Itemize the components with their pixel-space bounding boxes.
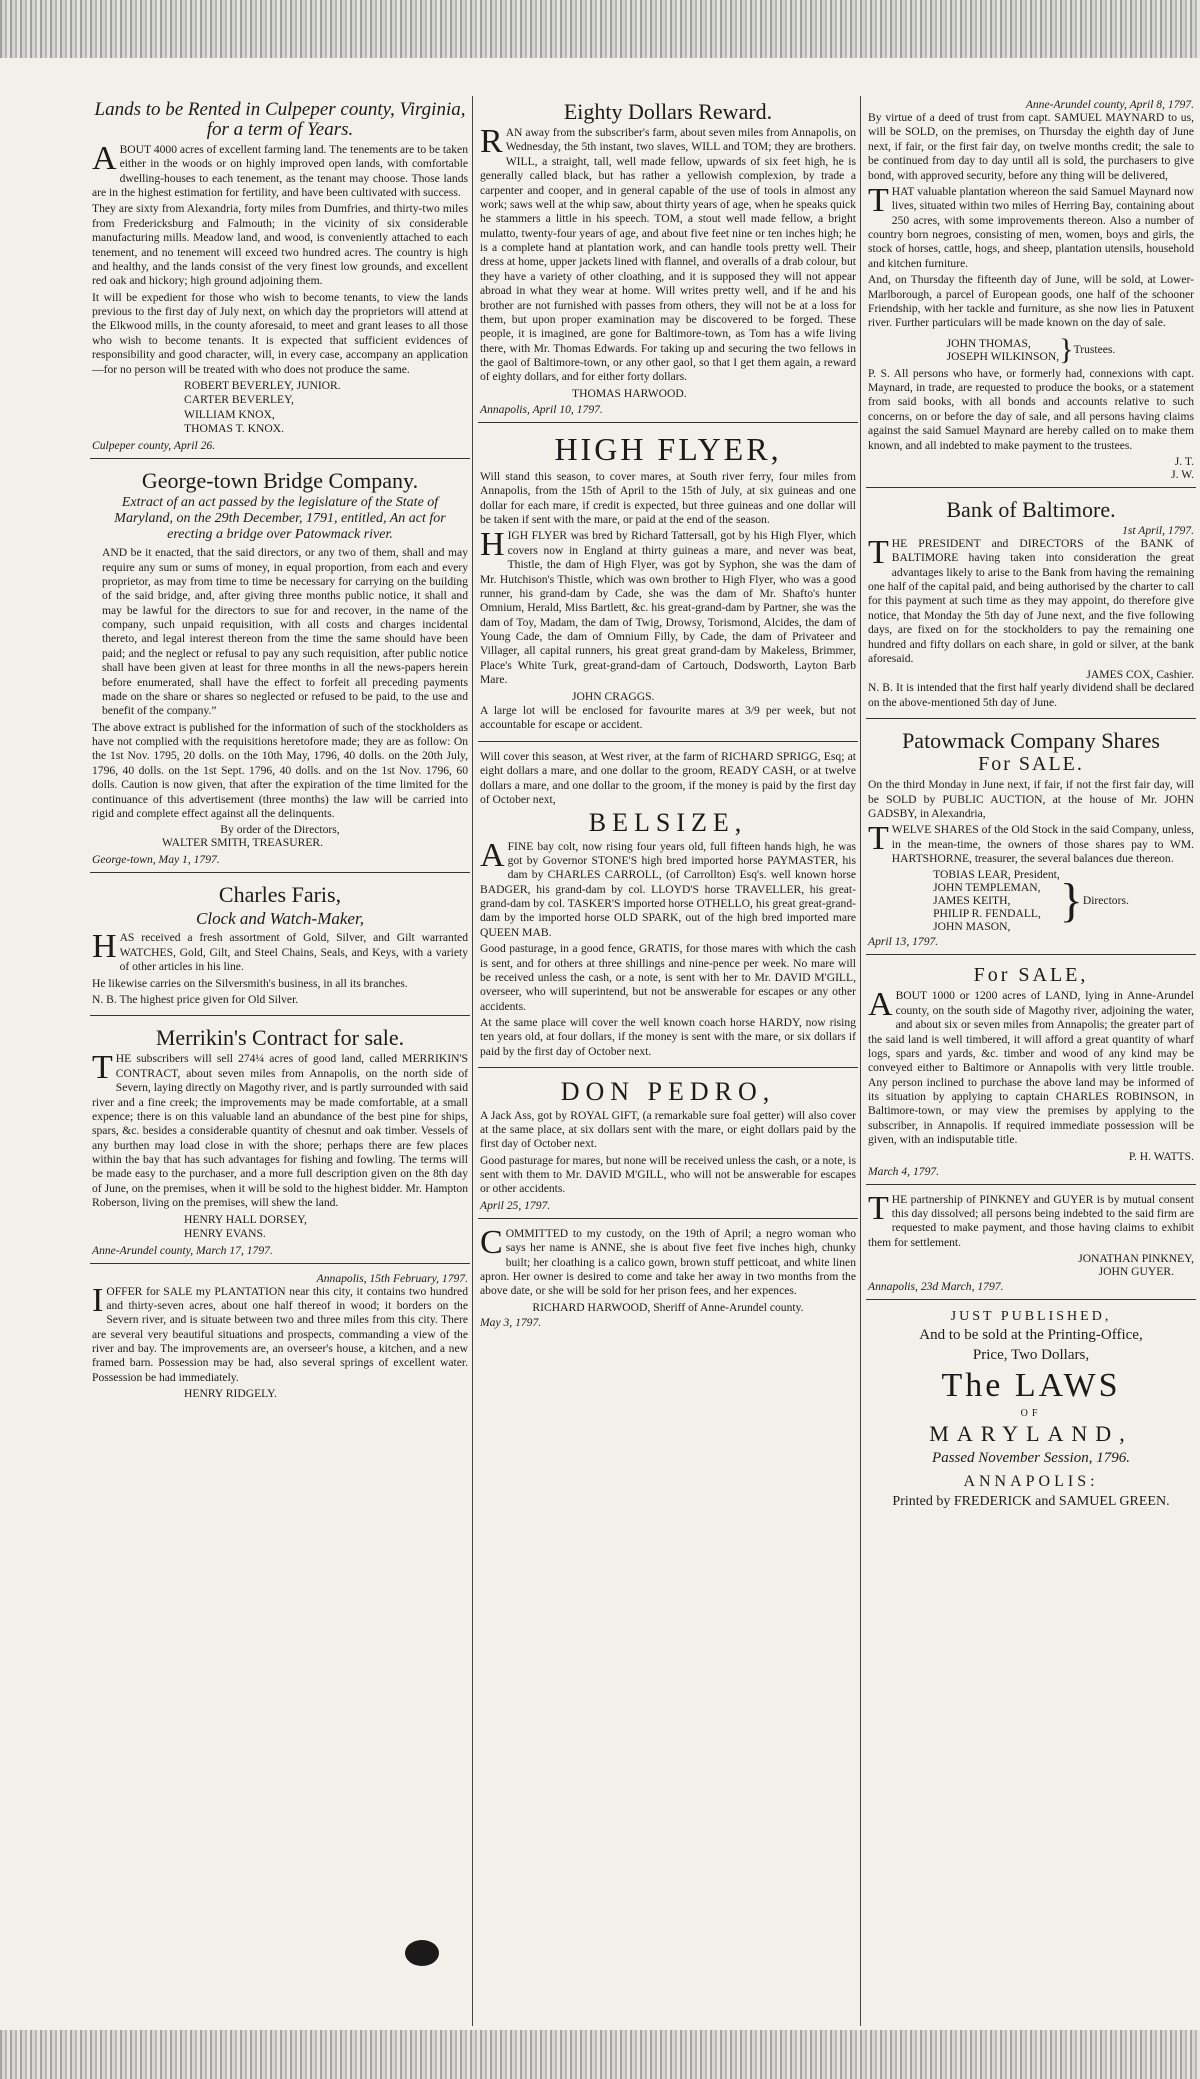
line: MARYLAND, [929,1421,1133,1447]
signer: CARTER BEVERLEY, [184,393,294,407]
signer: HENRY HALL DORSEY, [184,1212,307,1226]
ad-paragraph: Good pasturage for mares, but none will be received unless the cash, or a note, is sent with them to Mr. DAVID M'GILL, who will not be answerable for escapes or other accidents. [480,1153,856,1196]
ad-committed-notice [478,1225,858,1335]
ad-paragraph: THE subscribers will sell 274¼ acres of good land, called MERRIKIN'S CONTRACT, about seven miles from Annapolis, on the north side of Severn, laying directly on Magothy river, and is partly surrounded with said river and a fine creek; the improvements may be made comfortable, at a small expence; there is on this valuable land an abundance of the best pine for ships, spars, &c. besides a considerable quantity of chesnut and oak timber. Vessels of any burthen may load close in with the shore; perhaps there are few places within the bay that has such advantages for fishing and fowling. The terms will be made easy to the purchaser, and a more full description given on the 8th day of June, on the premises, when it will be sold to the highest bidder. Mr. Hampton Roberson, living on the premises, will shew the land. [92,1049,468,1210]
signer: THOMAS HARWOOD. [572,386,687,400]
column-rule-1 [472,96,473,2026]
ad-land-for-sale [866,961,1196,1184]
line: OF [1020,1408,1042,1420]
ad-paragraph: A large lot will be enclosed for favourite mares at 3/9 per week, but not accountable for escape or accident. [480,704,856,732]
ad-title: HIGH FLYER, [554,431,782,468]
ad-dateline: Annapolis, 15th February, 1797. [316,1271,468,1285]
ad-dateline: 1st April, 1797. [1122,523,1194,537]
column-rule-2 [860,96,861,2026]
ad-title: Eighty Dollars Reward. [563,99,773,124]
ad-charles-faris [90,879,470,1017]
ad-paragraph: He likewise carries on the Silversmith's business, in all its branches. [92,976,408,990]
directors-block [868,868,1194,933]
scan-bottom-border [0,2030,1200,2079]
signer: JOHN THOMAS, [946,336,1031,350]
ad-date: Annapolis, 23d March, 1797. [868,1280,1004,1294]
ad-paragraph: THE partnership of PINKNEY and GUYER is by mutual consent this day dissolved; all persons being indebted to the said firm are requested to make payment, and those having claims to exhibit them for settlement. [868,1189,1194,1249]
ad-paragraph: The above extract is published for the information of such of the stockholders as have not complied with the requisitions heretofore made; they are as follow: On the 1st Nov. 1795, 20 dolls. on the 10th May, 1796, 40 dolls. on the 20th July, 1796, 40 dolls. on the 1st Sept. 1796, 40 dolls. and on the 1st Nov. 1796, 60 dolls. Caution is now given, that after the expiration of the time limited for the continuance of this advertisement (three months) the law will be carried into rigid and complete effect against all the delinquents. [92,720,468,820]
ad-subtitle: Clock and Watch-Maker, [196,908,364,928]
ad-date: Anne-Arundel county, March 17, 1797. [92,1243,273,1257]
signer: TOBIAS LEAR, President, [933,868,1060,882]
order-line: By order of the Directors, [220,823,340,837]
line: ANNAPOLIS: [963,1473,1099,1491]
signer: JOHN CRAGGS. [572,689,655,703]
ad-paragraph: Will stand this season, to cover mares, at South river ferry, four miles from Annapolis, from the 15th of April to the 15th of July, at six guineas and one dollar for each mare, if credit is expected, but three guineas and one dollar will be taken if sent with the mare, or paid at the end of the season. [480,469,856,527]
ad-title: For SALE, [973,964,1089,987]
ad-paragraph: IOFFER for SALE my PLANTATION near this city, it contains two hundred and thirty-seven acres, about one half thereof in wood; it borders on the Severn river, and is situate between two and three miles from this city. There are several very beautiful situations and prospects, commanding a view of the river and bay. The improvements are, an overseer's house, a kitchen, and a new framed barn. Possession may be had, also several springs of excellent water. Possession be had immediately. [92,1281,468,1384]
ad-paragraph: They are sixty from Alexandria, forty miles from Dumfries, and thirty-two miles from Fredericksburg and Falmouth; in the vicinity of six considerable manufacturing mills. Meadow land, and wood, is conveniently attached to each tenement, and no tenement will exceed two hundred acres. The country is high and healthy, and the lands consist of the very finest low grounds, and excellent red oak and hickory; high ground adjoining them. [92,202,468,288]
ad-subtitle: Extract of an act passed by the legislature of the State of Maryland, on the 29th December, 1791, entitled, An act for erecting a bridge over Patowmack river. [114,494,446,543]
ad-high-flyer [478,429,858,741]
ad-belsize [478,748,858,1068]
ad-pinkney-guyer [866,1191,1196,1301]
ad-culpeper-lands [90,96,470,459]
ad-paragraph: Good pasturage, in a good fence, GRATIS, for those mares with which the cash is sent, and for others at three shillings and nine-pence per week. No mare will be received unless the cash, or a note, is sent with her to Mr. DAVID M'GILL, overseer, who will superintend, but not be answerable for escapes or any other accidents. [480,942,856,1013]
column-2 [478,96,858,2026]
ad-georgetown-bridge [90,465,470,873]
ad-title: Merrikin's Contract for sale. [155,1025,405,1051]
line: Printed by FREDERICK and SAMUEL GREEN. [892,1494,1170,1510]
initials: J. T. [1174,454,1194,468]
scan-top-border [0,0,1200,58]
ad-paragraph: On the third Monday in June next, if fair, if not the first fair day, will be SOLD by PUBLIC AUCTION, at the house of Mr. JOHN GADSBY, in Alexandria, [868,778,1194,820]
signer: WILLIAM KNOX, [184,407,275,421]
ad-paragraph: AFINE bay colt, now rising four years old, full fifteen hands high, he was got by Governor STONE'S high bred imported horse PAYMASTER, his dam by CHARLES CARROLL, (of Carrollton) Esq's. well known horse BADGER, his grand-dam by col. LLOYD'S horse TRAVELLER, his great-grand-dam by col. TASKER'S imported horse OTHELLO, his great great-grand-dam by the imported horse OLD SPARK, out of the high bred imported mare QUEEN MAB. [480,836,856,939]
signer: HENRY EVANS. [184,1227,266,1241]
ad-don-pedro [478,1074,858,1219]
ad-date: Culpeper county, April 26. [92,438,216,452]
signer: JAMES COX, Cashier. [1086,668,1194,682]
newspaper-page [30,96,1194,2026]
column-1 [90,96,470,2026]
ad-title: BELSIZE, [588,808,748,838]
brace: } [1059,332,1074,366]
role-label: Directors. [1082,894,1129,908]
laws-title: The LAWS [941,1367,1121,1405]
ad-paragraph: At the same place will cover the well known coach horse HARDY, now rising ten years old, at four dollars, if the money is sent with the mare, or six dollars if paid by the first day of October next. [480,1016,856,1058]
signer: JOHN TEMPLEMAN, [933,881,1041,895]
ad-date: March 4, 1797. [868,1164,940,1178]
ad-title: DON PEDRO, [560,1077,776,1107]
signer: THOMAS T. KNOX. [184,422,285,436]
signer: JOHN GUYER. [1098,1265,1174,1279]
signer: JOSEPH WILKINSON, [946,349,1060,363]
ad-paragraph: ABOUT 1000 or 1200 acres of LAND, lying in Anne-Arundel county, on the south side of Magothy river, adjoining the water, and about six or seven miles from Annapolis; the greater part of the said land is well timbered, it will afford a great quantity of wharf logs, spars and yards, &c. timber and wood of any kind may be conveyed either to Baltimore or Annapolis with very little trouble. Any person inclined to purchase the above land may be informed of its situation by applying to captain CHARLES ROBINSON, in Baltimore-town, or may view the premises by applying to the subscriber, in Annapolis. If required immediate possession will be given, with an indisputable title. [868,986,1194,1147]
line: Price, Two Dollars, [972,1346,1090,1363]
ad-ridgely-plantation [90,1270,470,1408]
ad-date: Annapolis, April 10, 1797. [480,403,603,417]
ad-title-2: For SALE. [978,753,1084,776]
ad-date: George-town, May 1, 1797. [92,852,220,866]
ad-eighty-dollars-reward [478,96,858,423]
ad-paragraph: ABOUT 4000 acres of excellent farming land. The tenements are to be taken either in the woods or on highly improved open lands, with comfortable dwelling-houses to each tenement, as the tenant may choose. Those lands are in the highest estimation for fertility, and have been cultivated with success. [92,139,468,199]
ad-patowmack-shares [866,725,1196,955]
ad-date: May 3, 1797. [480,1315,542,1329]
signer: P. H. WATTS. [1128,1149,1194,1163]
line: JUST PUBLISHED, [950,1309,1112,1325]
initials: J. W. [1171,467,1194,481]
ad-paragraph: COMMITTED to my custody, on the 19th of April; a negro woman who says her name is ANNE, she is about five feet five inches high, chunky built; her cloathing is a calico gown, brown stuff petticoat, and white linen apron. Her owner is desired to come and take her away in two months from the above date, or she will be sold for her prison fees, and her expences. [480,1223,856,1298]
column-3 [866,96,1196,2026]
line: Passed November Session, 1796. [932,1449,1130,1466]
ad-title: Charles Faris, [218,881,342,907]
ink-blot [405,1940,439,1966]
signer: JAMES KEITH, [933,894,1011,908]
ad-date: April 13, 1797. [868,935,939,949]
ad-paragraph: It will be expedient for those who wish to become tenants, to view the lands previous to the first day of July next, on which day the proprietors will attend at the Elkwood mills, in the county aforesaid, to meet and grant leases to all those who wish to become tenants. It is expected that sufficient evidences of responsibility and good character, will, in every case, accompany an application—for no person will be treated with who does not produce the same. [92,290,468,376]
ad-paragraph: N. B. It is intended that the first half yearly dividend shall be declared on the above-mentioned 5th day of June. [868,681,1194,709]
signer: HENRY RIDGELY. [184,1387,277,1401]
ad-paragraph: Will cover this season, at West river, at the farm of RICHARD SPRIGG, Esq; at eight dollars a mare, and one dollar to the groom, READY CASH, or at twelve dollars a mare, and one dollar to the groom, if the money is paid by the first day of October next, [480,749,856,806]
brace: } [1059,874,1083,928]
ad-paragraph: HIGH FLYER was bred by Richard Tattersall, got by his High Flyer, which covers now in England at thirty guineas a mare, and never was beat, Thistle, the dam of High Flyer, was got by Syphon, she was the dam of Mr. Hutchison's Thistle, which was own brother to High Flyer, who was a good runner, his grand-dam by Cade, she was the dam of Mr. Shafto's hunter Omnium, Herald, Miss Bartlett, &c. his great-grand-dam by Partner, she was the dam of Toy, Madam, the dam of Twig, Drowsy, Torismond, Alcides, the dam of Young Cade, the dam of Omnium Filly, by Cade, the dam of Privateer and Villager, all capital runners, his great great grand-dam by Makeless, Brimmer, Place's White Turk, great-grand-dam of Cartouch, Dodsworth, Layton Barb Mare. [480,526,856,687]
signer: RICHARD HARWOOD, Sheriff of Anne-Arundel county. [532,1300,804,1314]
ad-maynard-trust-sale [866,96,1196,488]
ad-paragraph: And, on Thursday the fifteenth day of June, will be sold, at Lower-Marlborough, a parcel of European goods, one half of the schooner Friendship, with her tackle and furniture, as she now lies in Patuxent river. Further particulars will be made known on the day of sale. [868,273,1194,330]
ad-paragraph: HAS received a fresh assortment of Gold, Silver, and Gilt warranted WATCHES, Gold, Gilt, and Steel Chains, Seals, and Keys, with a variety of other articles in his line. [92,928,468,974]
trustees-block [868,333,1194,367]
line: And to be sold at the Printing-Office, [919,1327,1143,1344]
ad-title: Bank of Baltimore. [946,496,1116,522]
ad-paragraph: TWELVE SHARES of the Old Stock in the said Company, unless, in the mean-time, the owners of those shares pay to WM. HARTSHORNE, treasurer, the several balances due thereon. [868,820,1194,866]
ad-laws-of-maryland [866,1306,1196,1517]
signer: PHILIP R. FENDALL, [933,907,1041,921]
ad-bank-of-baltimore [866,494,1196,719]
signer: JOHN MASON, [933,920,1011,934]
quoted-act [92,546,468,719]
role-label: Trustees. [1073,343,1116,357]
ad-title: Lands to be Rented in Culpeper county, Virginia, for a term of Years. [94,99,466,140]
ad-paragraph: THAT valuable plantation whereon the said Samuel Maynard now lives, situated within two miles of Herring Bay, containing about 250 acres, with some improvements thereon. Also a number of country born negroes, consisting of men, women, boys and girls, the stock of horses, cattle, hogs, and sheep, plantation utensils, household and kitchen furniture. [868,181,1194,270]
ad-paragraph: A Jack Ass, got by ROYAL GIFT, (a remarkable sure foal getter) will also cover at the same place, at six dollars sent with the mare, or eight dollars paid by the first day of October next. [480,1108,856,1151]
ad-paragraph: THE PRESIDENT and DIRECTORS of the BANK of BALTIMORE having taken into consideration the great advantages likely to arise to the Bank from having the remaining one half of the capital paid, and being authorised by the charter to call for this payment at such time as they may appoint, do therefore give notice, that Monday the 5th day of June next, and the five following days, are fixed on for the stockholders to pay the remaining one hundred and fifty dollars on each share, in gold or silver, at the bank aforesaid. [868,533,1194,665]
ad-paragraph: P. S. All persons who have, or formerly had, connexions with capt. Maynard, in trade, are requested to produce the books, or a statement from said books, with all bonds and accounts relative to such concerns, on or before the day of sale, and all persons having claims against the said Samuel Maynard are hereby called on to make them known, and all indebted to make payment to the trustees. [868,366,1194,452]
ad-date: April 25, 1797. [480,1198,551,1212]
ad-title: Patowmack Company Shares [902,728,1160,754]
ad-paragraph: AND be it enacted, that the said directors, or any two of them, shall and may require any sum or sums of money, in equal proportion, from each and every proprietor, as may from time to time be necessary for carrying on the building of the said bridge, and, after giving three months public notice, it shall and may be lawful for the directors to sue for and recover, in the name of the company, such unpaid requisition, with all costs and charges incidental thereto, and legal interest thereon from the time the same should have been paid; and the neglect or refusal to pay any such requisition, after public notice shall have been given at least for three months in all the news-papers herein before enumerated, shall have the effect to forfeit all preceding payments made on the share or shares so neglected or refused to be paid, to the use and benefit of the company.” [102,546,468,718]
ad-paragraph: RAN away from the subscriber's farm, about seven miles from Annapolis, on Wednesday, the 5th instant, two slaves, WILL and TOM; they are brothers. WILL, a straight, tall, well made fellow, upwards of six feet high, he is generally called black, but has rather a yellowish complexion, by trade a carpenter and cooper, and in general capable of the use of tools in almost any work; saws well at the whip saw, about thirty years of age, when he speaks quick he stammers a little in his speech. TOM, a stout well made fellow, a bright mulatto, twenty-four years of age, and about five feet nine or ten inches high; he is a complete hand at plantation work, and can handle tools pretty well. Their dress at home, upper jackets lined with flannel, and overalls of a drab colour, but they have a variety of other cloathing, and it is supposed they will not appear abroad in what they wear at home. Will writes pretty well, and if he and his brother are not furnished with passes from others, they will not be at a loss for them, but upon proper examination may be discovered to be forged. These people, it is imagined, are gone for Baltimore-town, as Tom has a wife living there, with Mr. Thomas Edwards. For taking up and securing the two fellows in the gaol of Baltimore-town, or any other gaol, so that I get them again, a reward of eighty dollars, and for either forty dollars. [480,123,856,384]
ad-paragraph: N. B. The highest price given for Old Silver. [92,992,299,1006]
ad-paragraph: By virtue of a deed of trust from capt. SAMUEL MAYNARD to us, will be SOLD, on the premises, on Thursday the eighth day of June next, if fair, or the first fair day, on twelve months credit; the sale to be continued from day to day until all is sold, the purchasers to give bond, with approved security, before any thing will be delivered, [868,111,1194,182]
signer: ROBERT BEVERLEY, JUNIOR. [184,378,341,392]
signer: JONATHAN PINKNEY, [1078,1252,1194,1266]
ad-dateline: Anne-Arundel county, April 8, 1797. [1025,98,1194,111]
signer: WALTER SMITH, TREASURER. [162,836,324,850]
ad-merrikins-contract [90,1022,470,1263]
ad-title: George-town Bridge Company. [141,467,419,493]
